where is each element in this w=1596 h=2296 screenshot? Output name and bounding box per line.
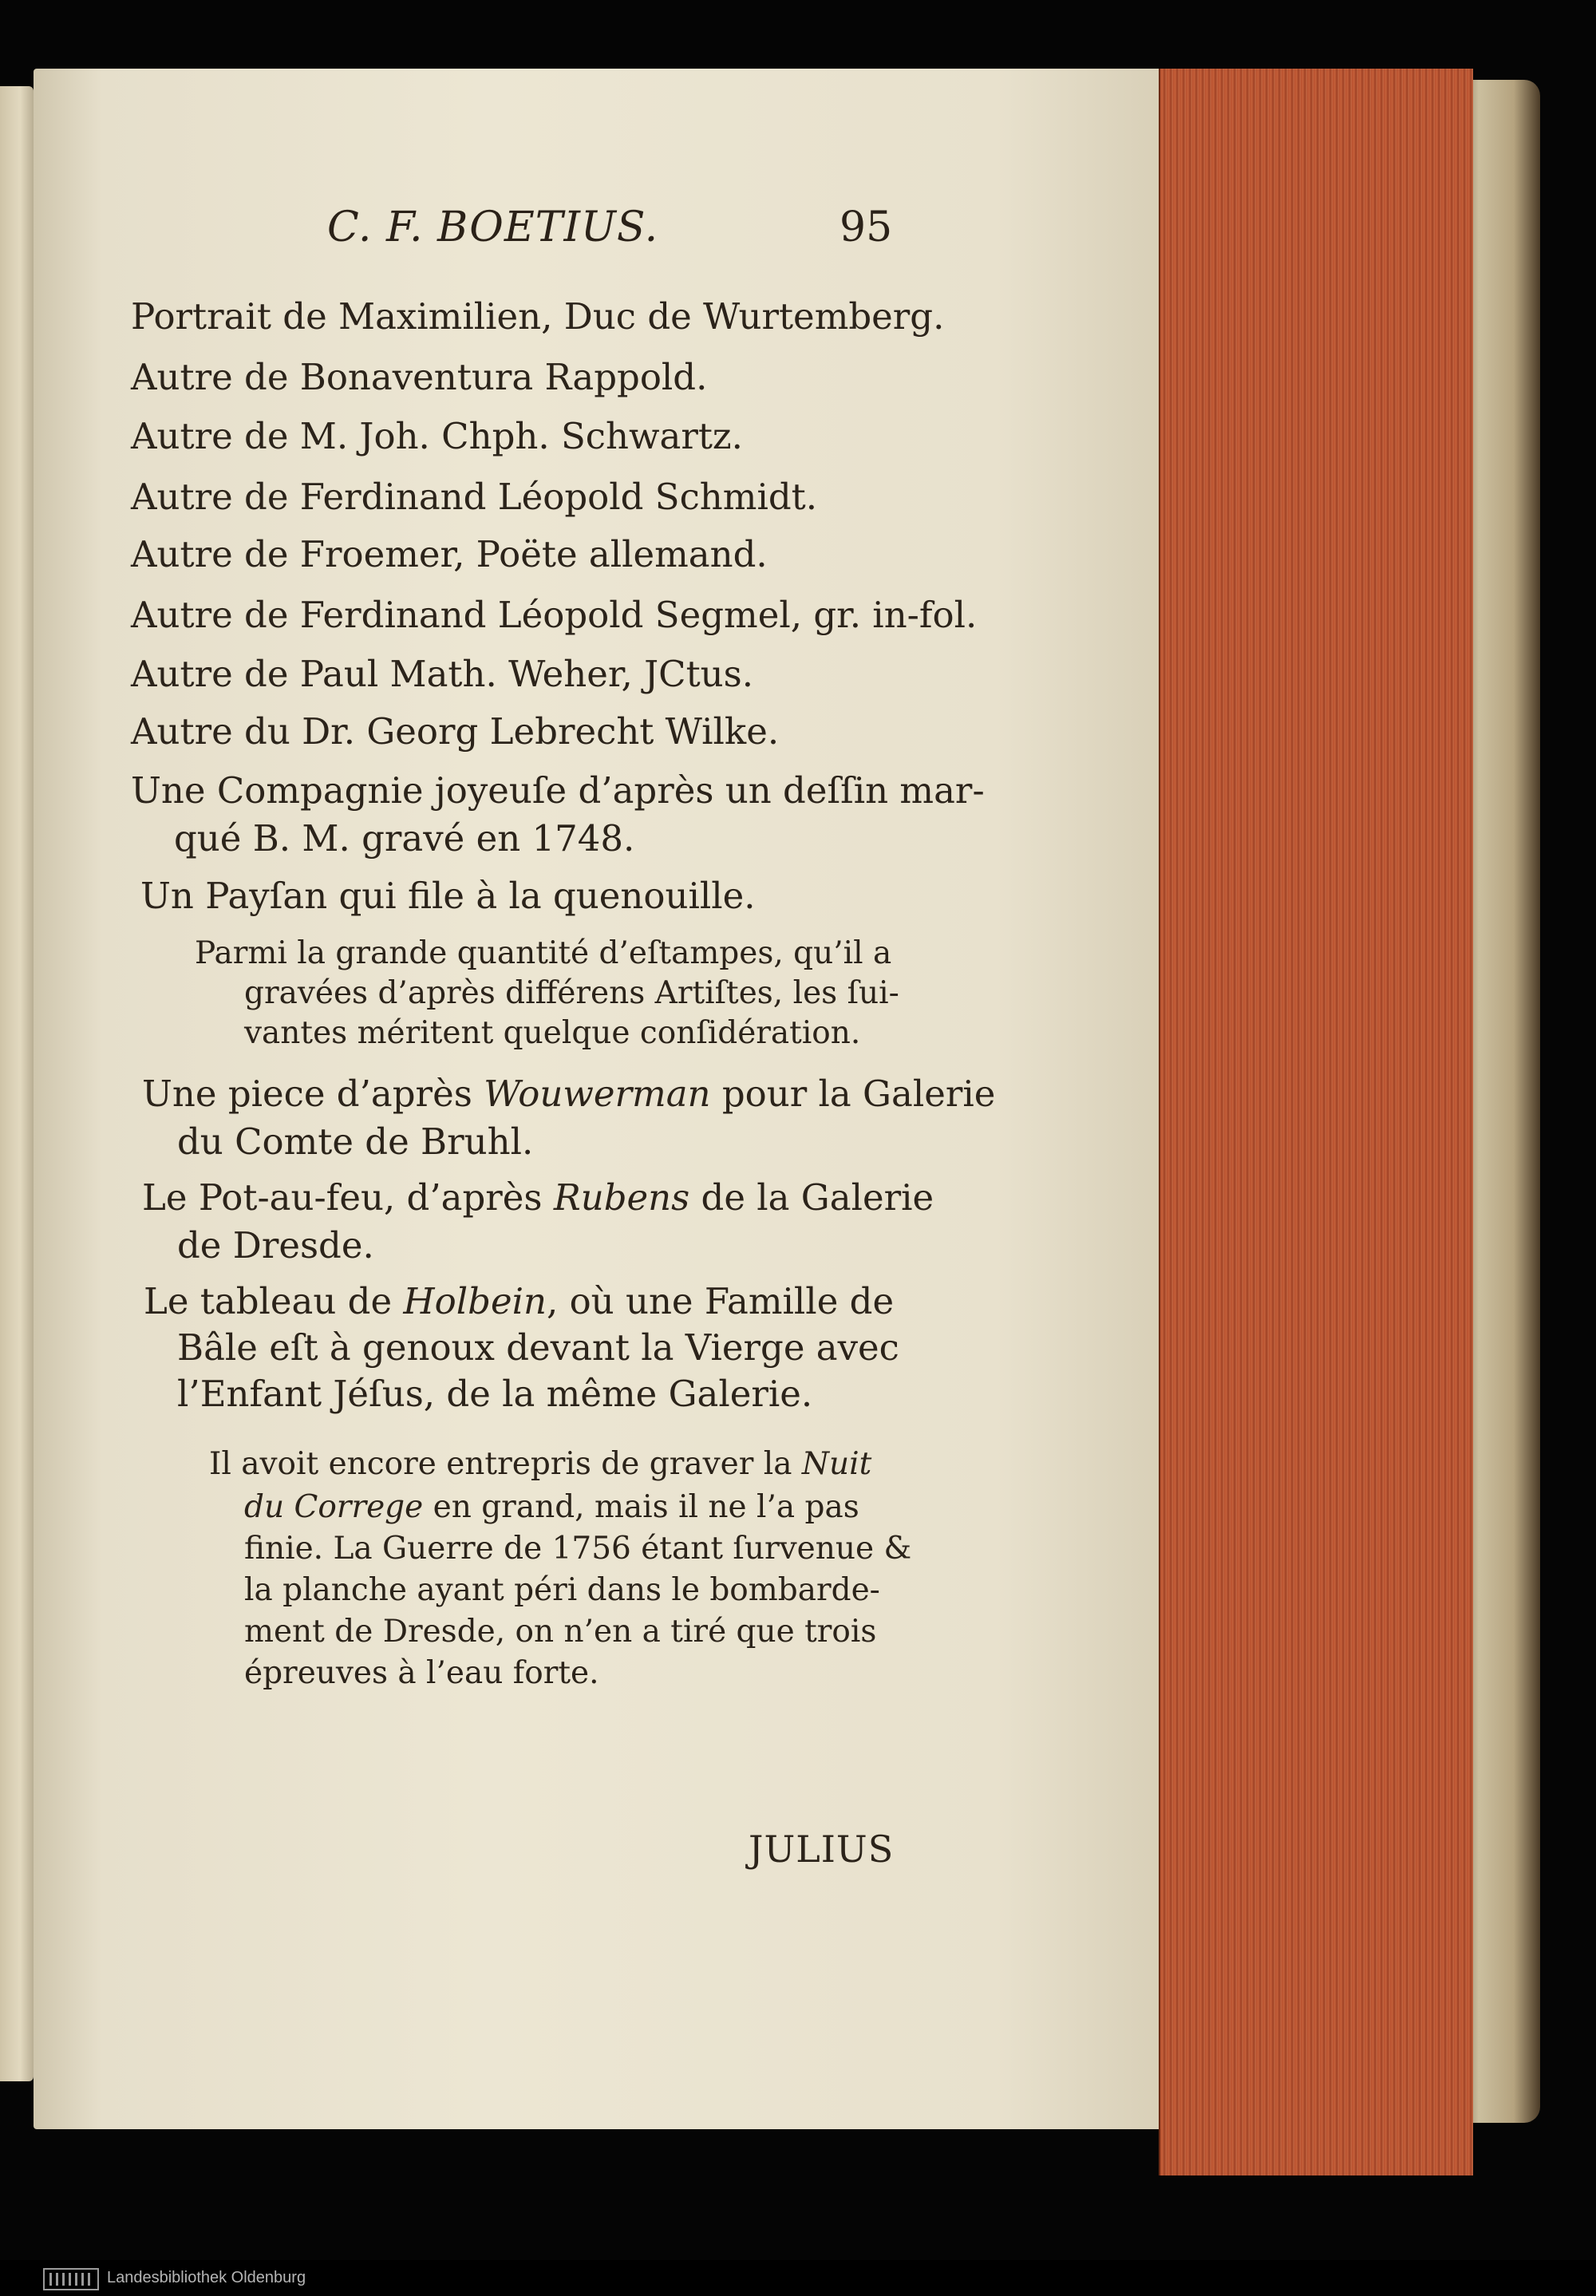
entry-7: Autre de Paul Math. Weher, JCtus. (131, 653, 754, 695)
entry-9-line-2: qué B. M. gravé en 1748. (174, 817, 635, 860)
entry-5: Autre de Froemer, Poëte allemand. (131, 533, 768, 575)
catchword: JULIUS (749, 1828, 895, 1871)
running-head: C. F. BOETIUS. (327, 204, 659, 251)
entry-8: Autre du Dr. Georg Lebrecht Wilke. (131, 710, 780, 753)
entry-10: Un Payſan qui file à la quenouille. (140, 875, 756, 917)
work-1-line-1: Une piece d’après Wouwerman pour la Galerie (142, 1073, 996, 1115)
work-3-line-3: l’Enfant Jéſus, de la même Galerie. (177, 1373, 813, 1415)
note-2-line-3: finie. La Guerre de 1756 étant ſurvenue & (244, 1531, 912, 1567)
work-2-line-2: de Dresde. (177, 1224, 374, 1267)
entry-4: Autre de Ferdinand Léopold Schmidt. (131, 476, 818, 518)
work-1-line-2: du Comte de Bruhl. (177, 1120, 534, 1163)
page-block-edge (1159, 69, 1473, 2175)
note-2-line-6: épreuves à l’eau forte. (244, 1655, 599, 1691)
note-1-line-1: Parmi la grande quantité d’eſtampes, qu’il a (195, 935, 892, 971)
entry-6: Autre de Ferdinand Léopold Segmel, gr. in-fol. (131, 594, 978, 636)
work-2-line-1: Le Pot-au-feu, d’après Rubens de la Galerie (142, 1176, 934, 1219)
entry-1: Portrait de Maximilien, Duc de Wurtemberg. (131, 295, 945, 338)
note-2-line-1: Il avoit encore entrepris de graver la Nuit (209, 1446, 872, 1482)
note-2-line-2: du Correge en grand, mais il ne l’a pas (244, 1489, 859, 1525)
entry-3: Autre de M. Joh. Chph. Schwartz. (131, 415, 743, 457)
entry-9-line-1: Une Compagnie joyeuſe d’après un deſſin mar- (131, 769, 985, 812)
note-2-line-4: la planche ayant péri dans le bombarde- (244, 1572, 880, 1608)
page-number: 95 (839, 204, 893, 251)
note-1-line-2: gravées d’après différens Artiſtes, les ſui- (244, 975, 899, 1011)
note-1-line-3: vantes méritent quelque conſidération. (244, 1015, 861, 1051)
library-logo-icon (43, 2268, 99, 2290)
left-page-edge (0, 86, 34, 2081)
work-3-line-2: Bâle eſt à genoux devant la Vierge avec (177, 1326, 899, 1369)
work-3-line-1: Le tableau de Holbein, où une Famille de (144, 1280, 895, 1322)
note-2-line-5: ment de Dresde, on n’en a tiré que trois (244, 1614, 877, 1650)
entry-2: Autre de Bonaventura Rappold. (131, 356, 708, 398)
library-name: Landesbibliothek Oldenburg (107, 2269, 306, 2286)
